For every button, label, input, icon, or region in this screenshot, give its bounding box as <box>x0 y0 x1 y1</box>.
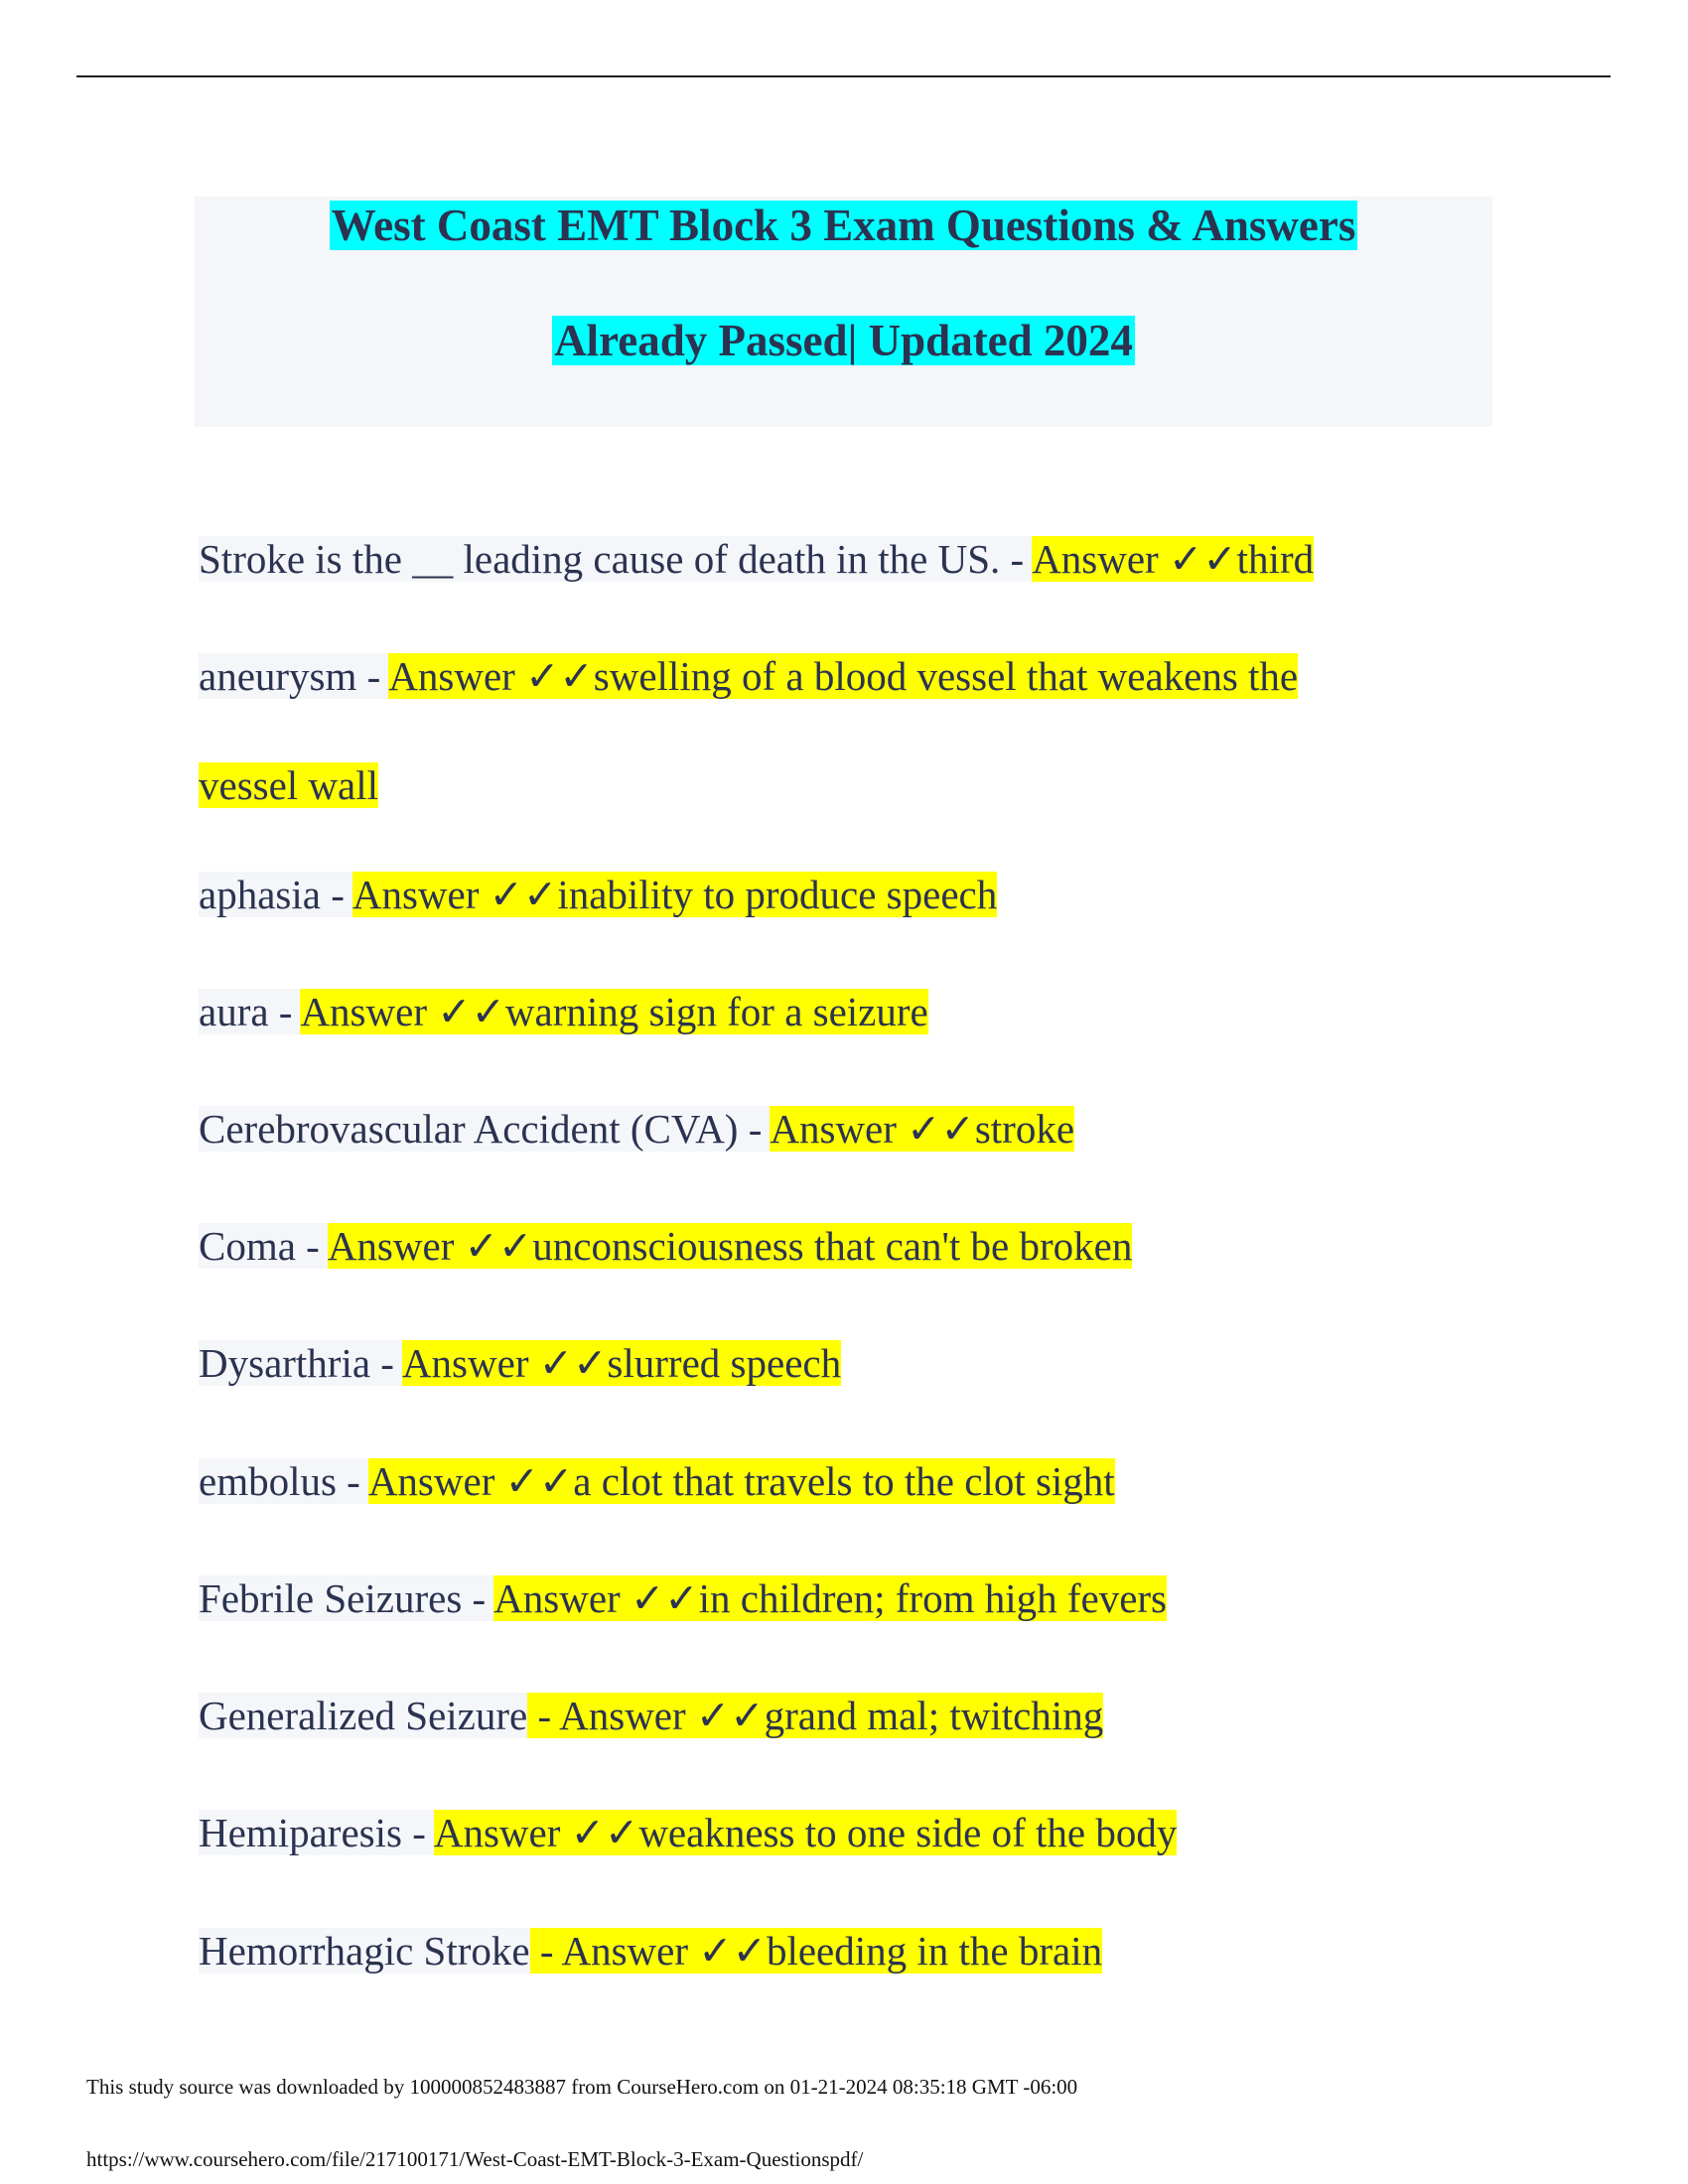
qa-answer-continued: vessel wall <box>199 762 379 808</box>
qa-answer: Answer ✓✓stroke <box>770 1106 1075 1152</box>
qa-term: Hemiparesis - <box>199 1810 434 1855</box>
page-title: West Coast EMT Block 3 Exam Questions & Answers <box>331 201 1356 250</box>
qa-item <box>199 1570 1167 1627</box>
qa-answer: Answer ✓✓weakness to one side of the body <box>433 1810 1178 1855</box>
qa-term: aneurysm - <box>199 653 389 699</box>
qa-answer: Answer ✓✓unconsciousness that can't be broken <box>327 1223 1133 1269</box>
page-subtitle: Already Passed| Updated 2024 <box>554 316 1133 365</box>
qa-term: Dysarthria - <box>199 1340 402 1386</box>
header-rule <box>76 75 1611 77</box>
qa-answer: Answer ✓✓a clot that travels to the clot sight <box>367 1458 1115 1504</box>
qa-answer: - Answer ✓✓bleeding in the brain <box>529 1928 1103 1974</box>
qa-term: Generalized Seizure <box>199 1693 528 1738</box>
qa-item <box>199 1804 1177 1861</box>
qa-answer: Answer ✓✓third <box>1032 536 1315 582</box>
qa-term: aphasia - <box>199 872 352 917</box>
qa-item <box>199 530 1314 588</box>
download-notice: This study source was downloaded by 100000852483887 from CourseHero.com on 01-21-2024 08:35:18 GMT -06:00 <box>86 2075 1078 2099</box>
title-line-1 <box>195 197 1492 254</box>
qa-term: Febrile Seizures - <box>199 1575 494 1621</box>
qa-answer: - Answer ✓✓grand mal; twitching <box>527 1693 1104 1738</box>
qa-item <box>199 647 1298 705</box>
qa-item <box>199 1922 1102 1979</box>
source-url-link[interactable]: https://www.coursehero.com/file/217100171/West-Coast-EMT-Block-3-Exam-Questionspdf/ <box>86 2147 864 2171</box>
qa-item <box>199 1217 1132 1275</box>
qa-term: embolus - <box>199 1458 368 1504</box>
qa-term: Hemorrhagic Stroke <box>199 1928 530 1974</box>
qa-term: Coma - <box>199 1223 328 1269</box>
qa-term: aura - <box>199 989 301 1034</box>
qa-term: Cerebrovascular Accident (CVA) - <box>199 1106 771 1152</box>
qa-answer: Answer ✓✓warning sign for a seizure <box>300 989 928 1034</box>
title-line-2 <box>195 312 1492 369</box>
qa-answer: Answer ✓✓slurred speech <box>401 1340 842 1386</box>
qa-item <box>199 866 997 923</box>
qa-item <box>199 1100 1074 1158</box>
qa-term: Stroke is the __ leading cause of death in the US. - <box>199 536 1033 582</box>
qa-item <box>199 1687 1103 1744</box>
qa-item-continued <box>199 756 378 814</box>
qa-answer: Answer ✓✓in children; from high fevers <box>493 1575 1168 1621</box>
qa-item <box>199 1334 841 1392</box>
qa-item <box>199 983 928 1040</box>
qa-item <box>199 1452 1115 1510</box>
title-box <box>195 197 1492 427</box>
qa-answer: Answer ✓✓inability to produce speech <box>352 872 998 917</box>
qa-answer: Answer ✓✓swelling of a blood vessel that weakens the <box>388 653 1299 699</box>
